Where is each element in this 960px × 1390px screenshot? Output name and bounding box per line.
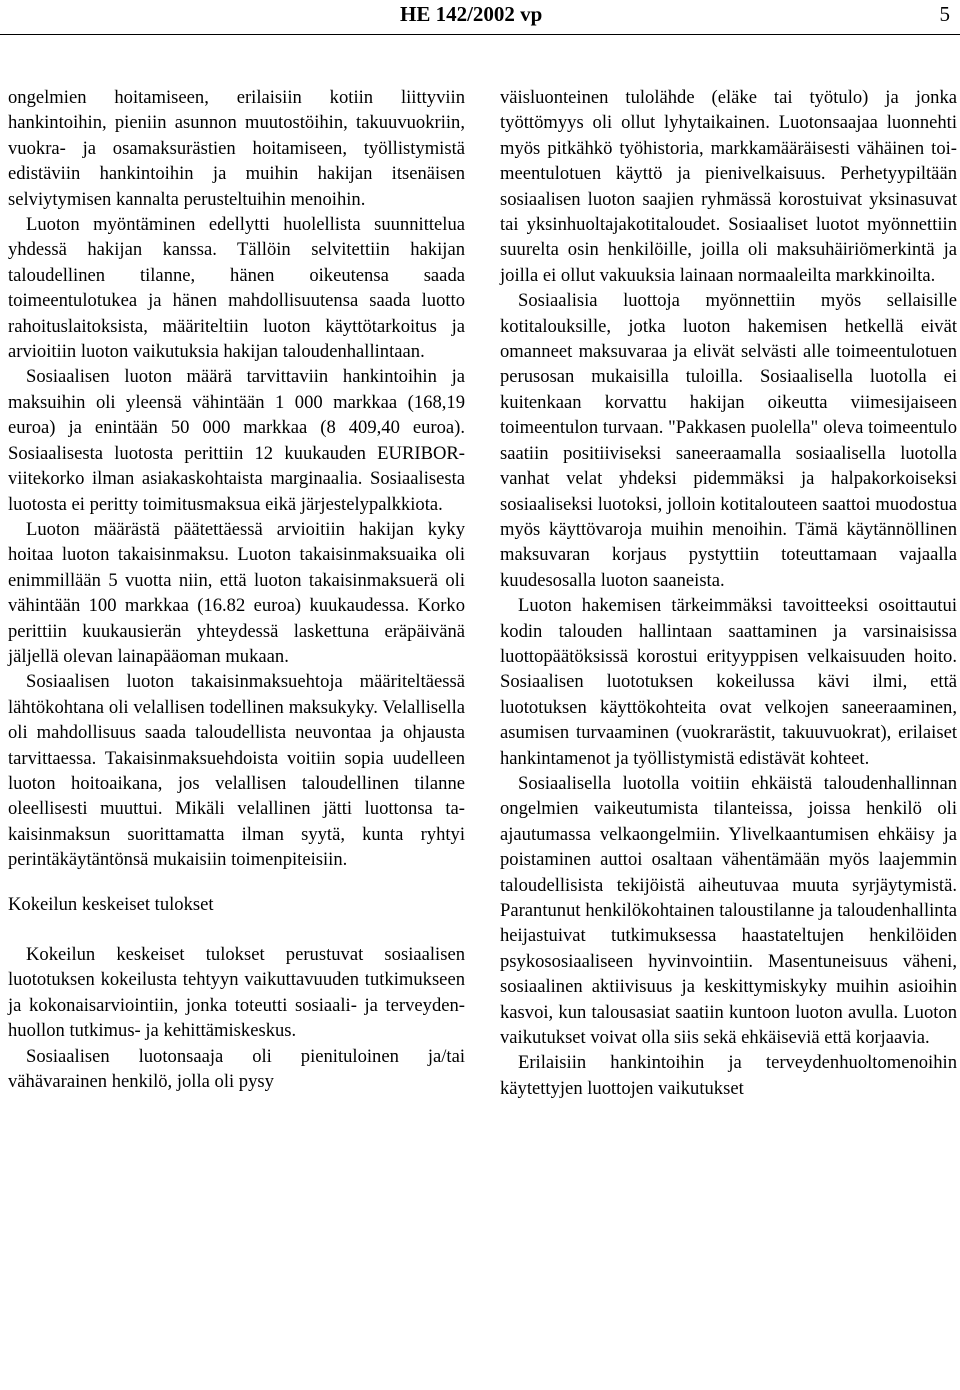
paragraph: ongelmien hoitamiseen, erilaisiin kotiin liittyviin hankintoihin, pieniin asunnon muutostöihin, takuuvuokriin, vuokra- ja osamaksurästien hoitamiseen, työllistymistä edistäviin hankintoihin ja muihin hakijan itsenäisen selviytymisen kannalta perusteltuihin menoihin. [8,87,465,210]
paragraph: Sosiaalisen luotonsaaja oli pienituloinen ja/tai vähävarainen henkilö, jolla oli pysy [8,1045,465,1093]
document-id: HE 142/2002 vp [400,2,543,26]
paragraph: Sosiaalisella luotolla voitiin ehkäistä taloudenhallinnan ongelmien vaikeutumista tilanteissa, joissa henkilö oli ajautumassa velkaongelmiin. Ylivelkaantumisen ehkäisy ja poistaminen auttoi osaltaan vähentämään myös laajemmin taloudellisista tekijöistä aiheutuvaa muuta syrjäytymistä. Parantunut henkilökohtainen taloustilanne ja taloudenhallinta heijastuivat tutkimuksessa haastateltujen henkilöiden psykososiaaliseen hyvinvointiin. Masentuneisuus väheni, sosiaalinen aktiivisuus ja keskittymiskyky muihin asioihin kasvoi, kun talousasiat saatiin kuntoon luoton avulla. Luoton vaikutukset voivat olla siis sekä ehkäiseviä että korjaavia. [500,772,957,1049]
left-column [8,85,465,1094]
paragraph: Kokeilun keskeiset tulokset perustuvat sosiaalisen luototuksen kokeilusta tehtyyn vaikuttavuuden tutkimukseen ja kokonaisarviointiin, jonka toteutti sosiaali- ja terveydenhuollon tutkimus- ja kehittämiskeskus. [8,944,465,1042]
paragraph: Luoton myöntäminen edellytti huolellista suunnittelua yhdessä hakijan kanssa. Tällöin selvitettiin hakijan taloudellinen tilanne, hänen oikeutensa saada toimeentulotukea ja hänen mahdollisuutensa saada luotto rahoituslaitoksista, määriteltiin luoton käyttötarkoitus ja arvioitiin luoton vaikutuksia hakijan taloudenhallintaan. [8,214,465,363]
page-header [0,0,960,35]
paragraph: Luoton hakemisen tärkeimmäksi tavoitteeksi osoittautui kodin talouden hallintaan saattaminen ja varsinaisissa luottopäätöksissä korostui erityyppisen velkaisuuden hoito. Sosiaalisen luototuksen kokeilussa kävi ilmi, että luototuksen käyttökohteita ovat velkojen saneeraaminen, asumisen turvaaminen (vuokrarästit, takuuvuokrat), erilaiset hankintamenot ja työllistymistä edistävät kohteet. [500,595,957,769]
paragraph: Luoton määrästä päätettäessä arvioitiin hakijan kyky hoitaa luoton takaisinmaksu. Luoton takaisinmaksuaika oli enimmillään 5 vuotta niin, että luoton takaisinmaksuerä oli vähintään 100 markkaa (16.82 euroa) kuukaudessa. Korko perittiin kuukausierän yhteydessä laskettuna eräpäivänä jäljellä olevan lainapääoman mukaan. [8,518,465,667]
paragraph: Sosiaalisia luottoja myönnettiin myös sellaisille kotitalouksille, jotka luoton hakemisen hetkellä eivät omanneet maksuvaraa ja elivät selvästi alle toimeentulotuen perusosan mukaisilla tuloilla. Sosiaalisella luotolla ei kuitenkaan korvattu hakijan oikeutta viimesijaiseen toimeentulon turvaan. "Pakkasen puolella" oleva toimeentulo saatiin positiiviseksi saneeraamalla sosiaalisella luotolla vanhat velat yhdeksi pidemmäksi ja halpakorkoiseksi sosiaaliseksi luotoksi, jolloin kotitalouteen saattoi muodostua myös käyttövaroja muihin menoihin. Tämä käytännöllinen maksuvaran korjaus pystyttiin toteuttamaan vajaalla kuudesosalla luoton saaneista. [500,290,957,591]
paragraph: Sosiaalisen luoton määrä tarvittaviin hankintoihin ja maksuihin oli yleensä vähintään 1 000 markkaa (168,19 euroa) ja enintään 50 000 markkaa (8 409,40 euroa). Sosiaalisesta luotosta perittiin 12 kuukauden EURIBOR-viitekorko ilman asiakaskohtaista marginaalia. Sosiaalisesta luotosta ei peritty toimitusmaksua eikä järjestelypalkkiota. [8,366,465,515]
paragraph: väisluonteinen tulolähde (eläke tai työtulo) ja jonka työttömyys oli ollut lyhytaikainen. Luotonsaajaa luonnehti myös pitkähkö työhistoria, markkamääräisesti vähäinen toimeentulotuen käyttö ja pienivelkaisuus. Perhetyypiltään sosiaalisen luoton saajien ryhmässä korostuivat yksinasuvat tai yksinhuoltajakotitaloudet. Sosiaaliset luotot myönnettiin suurelta osin henkilöille, joilla oli maksuhäiriömerkintä ja joilla ei ollut vakuuksia lainaan normaaleilta markkinoilta. [500,87,957,286]
paragraph: Sosiaalisen luoton takaisinmaksuehtoja määriteltäessä lähtökohtana oli velallisen todellinen maksukyky. Velallisella oli mahdollisuus saada taloudellista neuvontaa ja ohjausta tarvittaessa. Takaisinmaksuehdoista voitiin sopia uudelleen luoton hoitoaikana, jos velallisen taloudellinen tilanne oleellisesti muuttui. Mikäli velallinen jätti luottonsa takaisinmaksun suorittamatta ilman syytä, kunta ryhtyi perintäkäytäntönsä mukaisiin toimenpiteisiin. [8,671,465,871]
paragraph: Erilaisiin hankintoihin ja terveydenhuoltomenoihin käytettyjen luottojen vaikutukset [500,1052,957,1099]
page-number: 5 [939,2,950,26]
right-column [500,85,957,1101]
section-heading: Kokeilun keskeiset tulokset [8,893,214,915]
